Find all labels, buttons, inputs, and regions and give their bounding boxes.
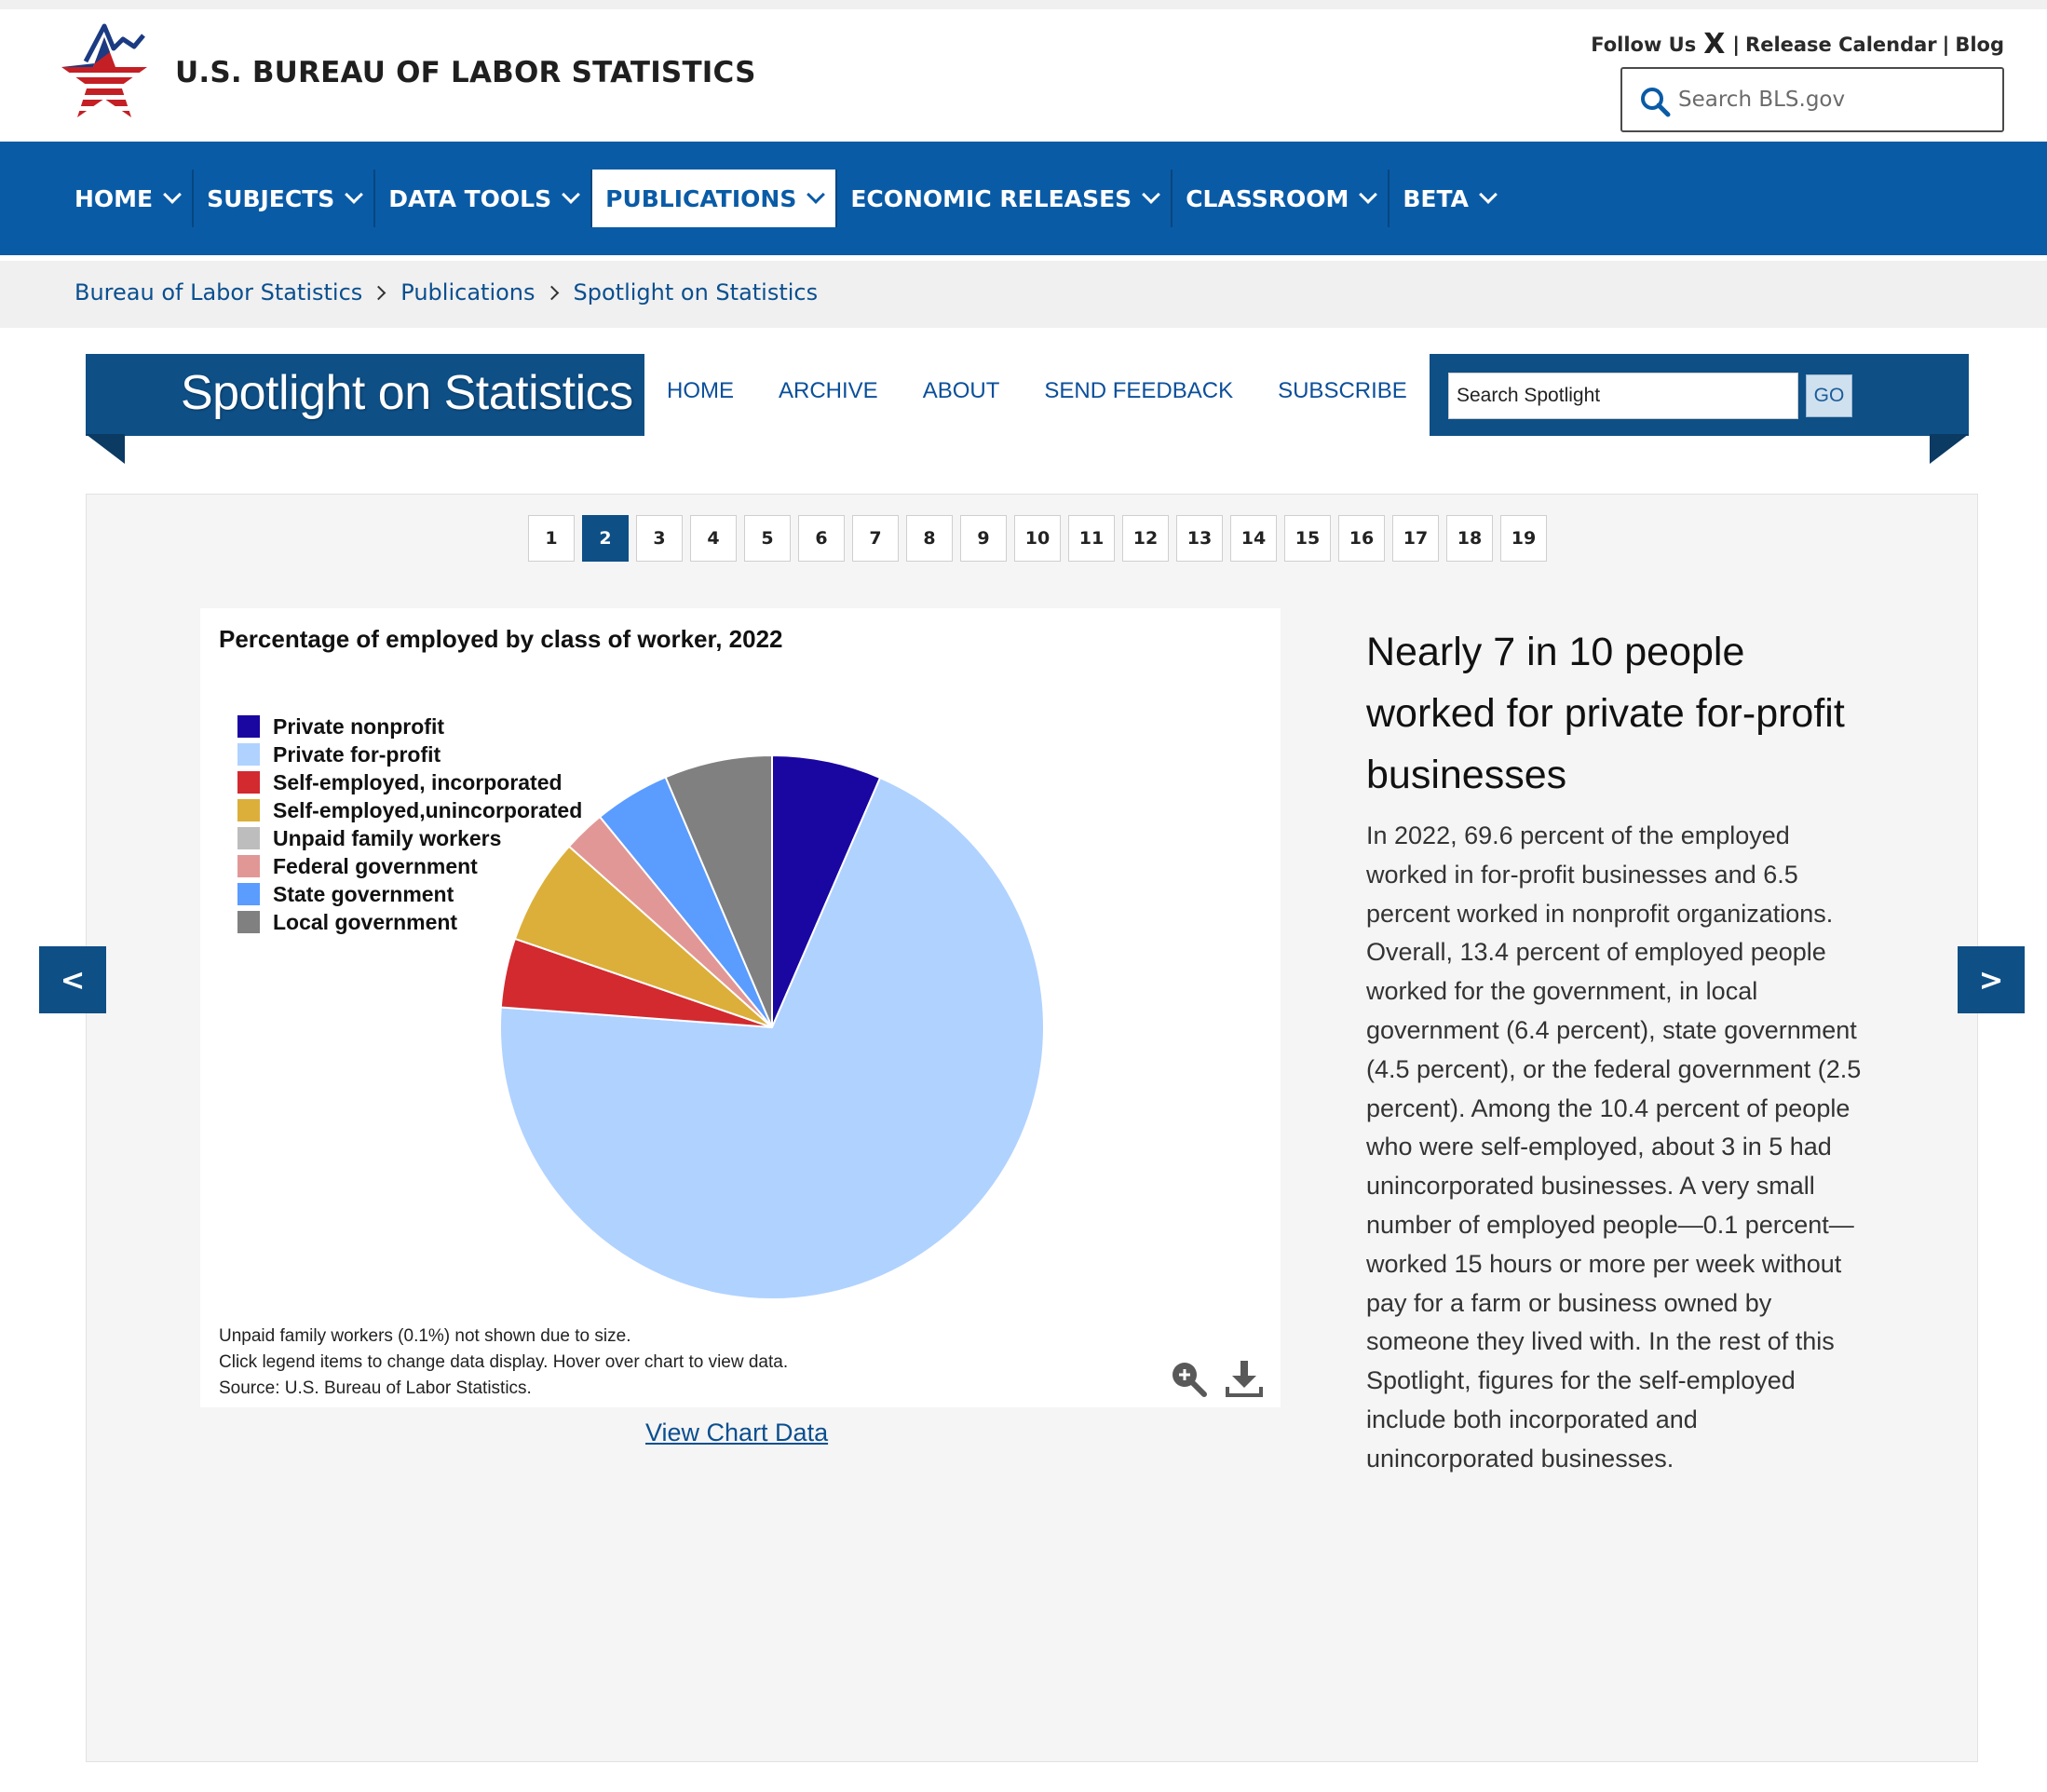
page-button-12[interactable]: 12 (1122, 515, 1169, 562)
legend-label: Unpaid family workers (273, 825, 502, 850)
utility-links (1591, 28, 2004, 61)
spotlight-title-ribbon (86, 354, 644, 436)
legend-swatch (237, 827, 260, 849)
ribbon-fold (1930, 434, 1969, 464)
legend-item[interactable] (237, 852, 582, 880)
page-button-18[interactable]: 18 (1446, 515, 1493, 562)
spotlight-search-input[interactable] (1448, 373, 1798, 419)
nav-classroom[interactable] (1173, 170, 1390, 227)
legend-item[interactable] (237, 768, 582, 796)
legend-item[interactable] (237, 740, 582, 768)
site-header (0, 9, 2047, 142)
legend-swatch (237, 799, 260, 821)
nav-beta[interactable] (1390, 170, 1508, 227)
legend-swatch (237, 911, 260, 933)
spotlight-search-ribbon (1430, 354, 1969, 436)
spotlight-link-archive[interactable]: ARCHIVE (779, 378, 878, 403)
breadcrumb-link-bls[interactable]: Bureau of Labor Statistics (75, 279, 363, 305)
next-page-button[interactable]: > (1958, 946, 2025, 1013)
chart-legend (237, 713, 582, 936)
page-button-2[interactable]: 2 (582, 515, 629, 562)
nav-data-tools[interactable] (375, 170, 592, 227)
page-button-1[interactable]: 1 (528, 515, 575, 562)
breadcrumb-bar (0, 261, 2047, 328)
spotlight-link-home[interactable]: HOME (667, 378, 734, 403)
spotlight-title[interactable]: Spotlight on Statistics (181, 366, 633, 420)
chevron-down-icon (345, 185, 363, 204)
legend-swatch (237, 771, 260, 794)
spotlight-link-send-feedback[interactable]: SEND FEEDBACK (1044, 378, 1234, 403)
legend-label: Federal government (273, 853, 478, 878)
pagination (528, 515, 1547, 562)
spotlight-link-subscribe[interactable]: SUBSCRIBE (1278, 378, 1407, 403)
bls-star-logo[interactable] (58, 20, 151, 130)
blog-link[interactable]: Blog (1955, 33, 2004, 56)
chevron-down-icon (163, 185, 182, 204)
breadcrumb (75, 279, 818, 305)
download-icon[interactable] (1225, 1359, 1264, 1398)
site-title[interactable]: U.S. BUREAU OF LABOR STATISTICS (175, 56, 756, 89)
separator: | (1732, 33, 1741, 56)
page-button-9[interactable]: 9 (960, 515, 1007, 562)
nav-label: CLASSROOM (1186, 184, 1349, 212)
breadcrumb-link-spotlight[interactable]: Spotlight on Statistics (573, 279, 819, 305)
page-button-17[interactable]: 17 (1392, 515, 1439, 562)
page-button-16[interactable]: 16 (1338, 515, 1385, 562)
spotlight-banner (86, 354, 1969, 464)
chart-card (200, 608, 1281, 1407)
site-search-input[interactable] (1678, 80, 1986, 119)
legend-label: Self-employed, incorporated (273, 769, 563, 794)
legend-label: Self-employed,unincorporated (273, 797, 583, 822)
page-button-7[interactable]: 7 (852, 515, 899, 562)
nav-label: SUBJECTS (207, 184, 335, 212)
article-heading: Nearly 7 in 10 people worked for private for-profit businesses (1366, 630, 1845, 797)
page-button-19[interactable]: 19 (1500, 515, 1547, 562)
nav-publications[interactable] (592, 170, 837, 227)
nav-label: DATA TOOLS (388, 184, 552, 212)
spotlight-link-about[interactable]: ABOUT (922, 378, 1000, 403)
legend-item[interactable] (237, 796, 582, 824)
nav-home[interactable] (61, 170, 194, 227)
chevron-right-icon (544, 285, 559, 300)
page-button-8[interactable]: 8 (906, 515, 953, 562)
legend-swatch (237, 715, 260, 738)
page-button-14[interactable]: 14 (1230, 515, 1277, 562)
nav-economic-releases[interactable] (837, 170, 1173, 227)
zoom-in-icon[interactable] (1169, 1359, 1208, 1398)
page-button-6[interactable]: 6 (798, 515, 845, 562)
chart-tools (1169, 1359, 1264, 1398)
separator: | (1942, 33, 1950, 56)
site-search-box[interactable] (1620, 67, 2004, 132)
page-button-15[interactable]: 15 (1284, 515, 1331, 562)
chart-note: Unpaid family workers (0.1%) not shown due to size. (219, 1326, 631, 1346)
view-chart-data-link[interactable]: View Chart Data (645, 1419, 829, 1446)
page-button-5[interactable]: 5 (744, 515, 791, 562)
nav-label: HOME (75, 184, 154, 212)
page-button-13[interactable]: 13 (1176, 515, 1223, 562)
chart-note: Source: U.S. Bureau of Labor Statistics. (219, 1378, 532, 1398)
page-button-4[interactable]: 4 (690, 515, 737, 562)
chart-notes (219, 1324, 788, 1402)
nav-subjects[interactable] (194, 170, 375, 227)
legend-label: Private for-profit (273, 741, 441, 767)
nav-label: PUBLICATIONS (605, 184, 797, 212)
legend-label: Private nonprofit (273, 713, 445, 739)
legend-swatch (237, 883, 260, 905)
spotlight-go-button[interactable]: GO (1806, 374, 1852, 417)
chevron-down-icon (1142, 185, 1160, 204)
legend-swatch (237, 855, 260, 877)
legend-item[interactable] (237, 908, 582, 936)
content-panel (86, 494, 1978, 1762)
breadcrumb-link-publications[interactable]: Publications (400, 279, 535, 305)
main-nav (0, 142, 2047, 255)
article-body: In 2022, 69.6 percent of the employed worked in for-profit businesses and 6.5 percent worked in nonprofit organizations. Overall, 13.4 percent of employed people worked for the government, in local government (6.4 percent), state government (4.5 percent), or the federal government (2.5 percent). Among the 10.4 percent of people who were self-employed, about 3 in 5 had unincorporated businesses. A very small number of employed people—0.1 percent—worked 15 hours or more per week without pay for a farm or business owned by someone they lived with. In the rest of this Spotlight, figures for the self-employed include both incorporated and unincorporated businesses. (1366, 821, 1862, 1473)
chevron-down-icon (562, 185, 580, 204)
chevron-right-icon (372, 285, 386, 300)
nav-label: ECONOMIC RELEASES (850, 184, 1132, 212)
legend-label: Local government (273, 909, 458, 934)
page-button-10[interactable]: 10 (1014, 515, 1061, 562)
legend-swatch (237, 743, 260, 766)
spotlight-links (667, 378, 1407, 404)
release-calendar-link[interactable]: Release Calendar (1745, 33, 1937, 56)
top-strip (0, 0, 2047, 9)
legend-item[interactable] (237, 824, 582, 852)
follow-us-label: Follow Us (1591, 33, 1697, 56)
x-social-icon[interactable]: X (1703, 28, 1726, 61)
chart-title: Percentage of employed by class of worker, 2022 (219, 625, 783, 653)
search-icon[interactable] (1639, 86, 1671, 117)
nav-label: BETA (1403, 184, 1469, 212)
page-button-11[interactable]: 11 (1068, 515, 1115, 562)
chevron-down-icon (807, 185, 825, 204)
previous-page-button[interactable]: < (39, 946, 106, 1013)
chevron-down-icon (1359, 185, 1377, 204)
ribbon-fold (86, 434, 125, 464)
legend-item[interactable] (237, 713, 582, 740)
page-button-3[interactable]: 3 (636, 515, 683, 562)
chevron-down-icon (1479, 185, 1498, 204)
chart-note: Click legend items to change data display. Hover over chart to view data. (219, 1352, 789, 1372)
article (1366, 621, 1869, 1479)
legend-label: State government (273, 881, 454, 906)
legend-item[interactable] (237, 880, 582, 908)
